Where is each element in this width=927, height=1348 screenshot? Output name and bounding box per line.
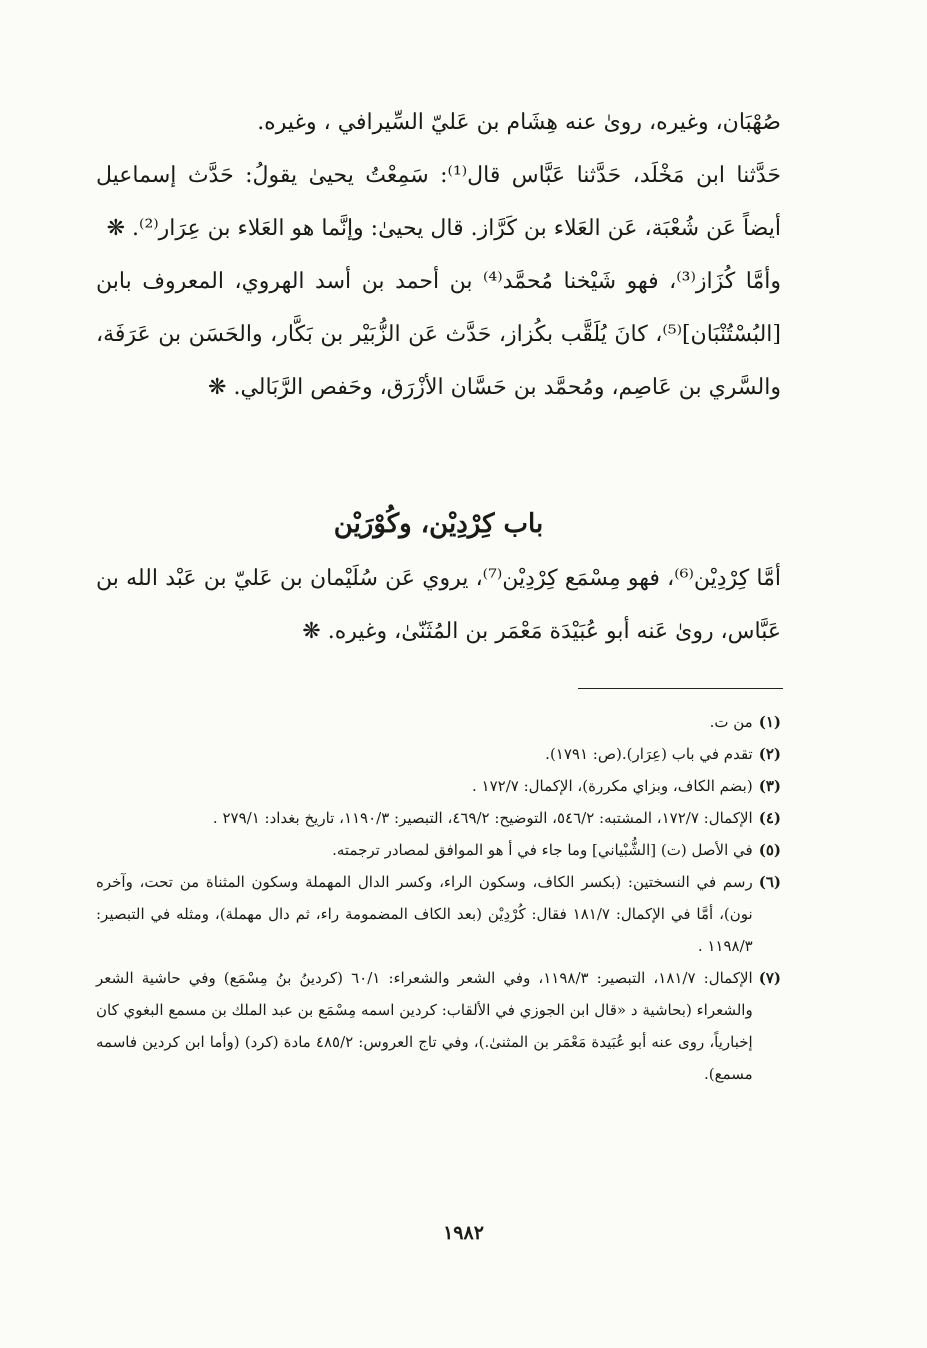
footnote-text: في الأصل (ت) [الشُّبْياني] وما جاء في أ هو الموافق لمصادر ترجمته. xyxy=(332,841,753,859)
footnote-number: (٦) xyxy=(758,873,781,891)
footnote-number: (٤) xyxy=(758,809,781,827)
footnote-6 xyxy=(96,866,781,962)
section-heading: باب كِرْدِيْن، وكُوْرَيْن xyxy=(333,509,544,539)
footnote-2 xyxy=(96,738,781,770)
footnote-number: (٥) xyxy=(758,841,781,859)
main-text xyxy=(96,96,781,414)
footnote-number: (٢) xyxy=(758,745,781,763)
footnote-5 xyxy=(96,834,781,866)
footnote-number: (٣) xyxy=(758,777,781,795)
footnote-separator xyxy=(578,688,783,689)
footnote-4 xyxy=(96,802,781,834)
footnote-text: الإكمال: ١٧٢/٧، المشتبه: ٥٤٦/٢، التوضيح: ٤٦٩/٢، التبصير: ١١٩٠/٣، تاريخ بغداد: ٢٧٩/١ . xyxy=(212,809,753,827)
paragraph-kuzaz: وأمَّا كُزَاز⁽³⁾، فهو شَيْخنا مُحمَّد⁽⁴⁾ بن أحمد بن أسد الهروي، المعروف بابن [البُسْتُنْبَان]⁽⁵⁾، كانَ يُلَقَّب بكُزاز، حَدَّث عَن الزُّبَيْر بن بَكَّار، والحَسَن بن عَرَفَة، والسَّري بن عَاصِم، ومُحمَّد بن حَسَّان الأزْرَق، وحَفص الرَّبَالي. ❋ xyxy=(96,269,781,400)
page-number: ١٩٨٢ xyxy=(443,1222,484,1244)
paragraph-kirdin: أمَّا كِرْدِيْن⁽⁶⁾، فهو مِسْمَع كِرْدِيْن⁽⁷⁾، يروي عَن سُلَيْمان بن عَليّ بن عَبْد الله بن عَبَّاس، روىٰ عَنه أبو عُبَيْدَة مَعْمَر بن المُثَنّىٰ، وغيره. ❋ xyxy=(96,566,781,644)
footnote-text: الإكمال: ١٨١/٧، التبصير: ١١٩٨/٣، وفي الشعر والشعراء: ٦٠/١ (كردينُ بنُ مِسْمَع) وفي حاشية الشعر والشعراء (بحاشية د «قال ابن الجوزي في الألقاب: كردين اسمه مِسْمَع بن عبد الملك بن مسمع البغوي كان إخبارياً، روى عنه أبو عُبَيدة مَعْمَر بن المثنىٰ.)، وفي تاج العروس: ٤٨٥/٢ مادة (كرد) (وأما ابن كردين فاسمه مسمع). xyxy=(96,969,753,1083)
main-text-after-heading xyxy=(96,552,781,658)
footnote-text: (بضم الكاف، وبزاي مكررة)، الإكمال: ١٧٢/٧ . xyxy=(471,777,753,795)
footnote-7 xyxy=(96,962,781,1090)
paragraph-ibn-makhlad: حَدَّثنا ابن مَخْلَد، حَدَّثنا عَبَّاس قال⁽¹⁾: سَمِعْتُ يحيىٰ يقولُ: حَدَّث إسماعيل أيضاً عَن شُعْبَة، عَن العَلاء بن كَرَّاز. قال يحيىٰ: وإنَّما هو العَلاء بن عِرَار⁽²⁾. ❋ xyxy=(96,163,781,241)
footnote-text: من ت. xyxy=(709,713,753,731)
footnote-text: تقدم في باب (عِرَار).(ص: ١٧٩١). xyxy=(545,745,753,763)
footnote-3 xyxy=(96,770,781,802)
footnote-1 xyxy=(96,706,781,738)
paragraph-suhban: صُهْبَان، وغيره، روىٰ عنه هِشَام بن عَليّ السِّيرافي ، وغيره. xyxy=(257,110,781,135)
footnote-text: رسم في النسختين: (بكسر الكاف، وسكون الراء، وكسر الدال المهملة وسكون المثناة من تحت، وآخره نون)، أمَّا في الإكمال: ١٨١/٧ فقال: كُرْدِيْن (بعد الكاف المضمومة راء، ثم دال مهملة)، ومثله في التبصير: ١١٩٨/٣ . xyxy=(96,873,753,955)
footnote-number: (١) xyxy=(758,713,781,731)
footnote-number: (٧) xyxy=(758,969,781,987)
footnotes xyxy=(96,706,781,1090)
